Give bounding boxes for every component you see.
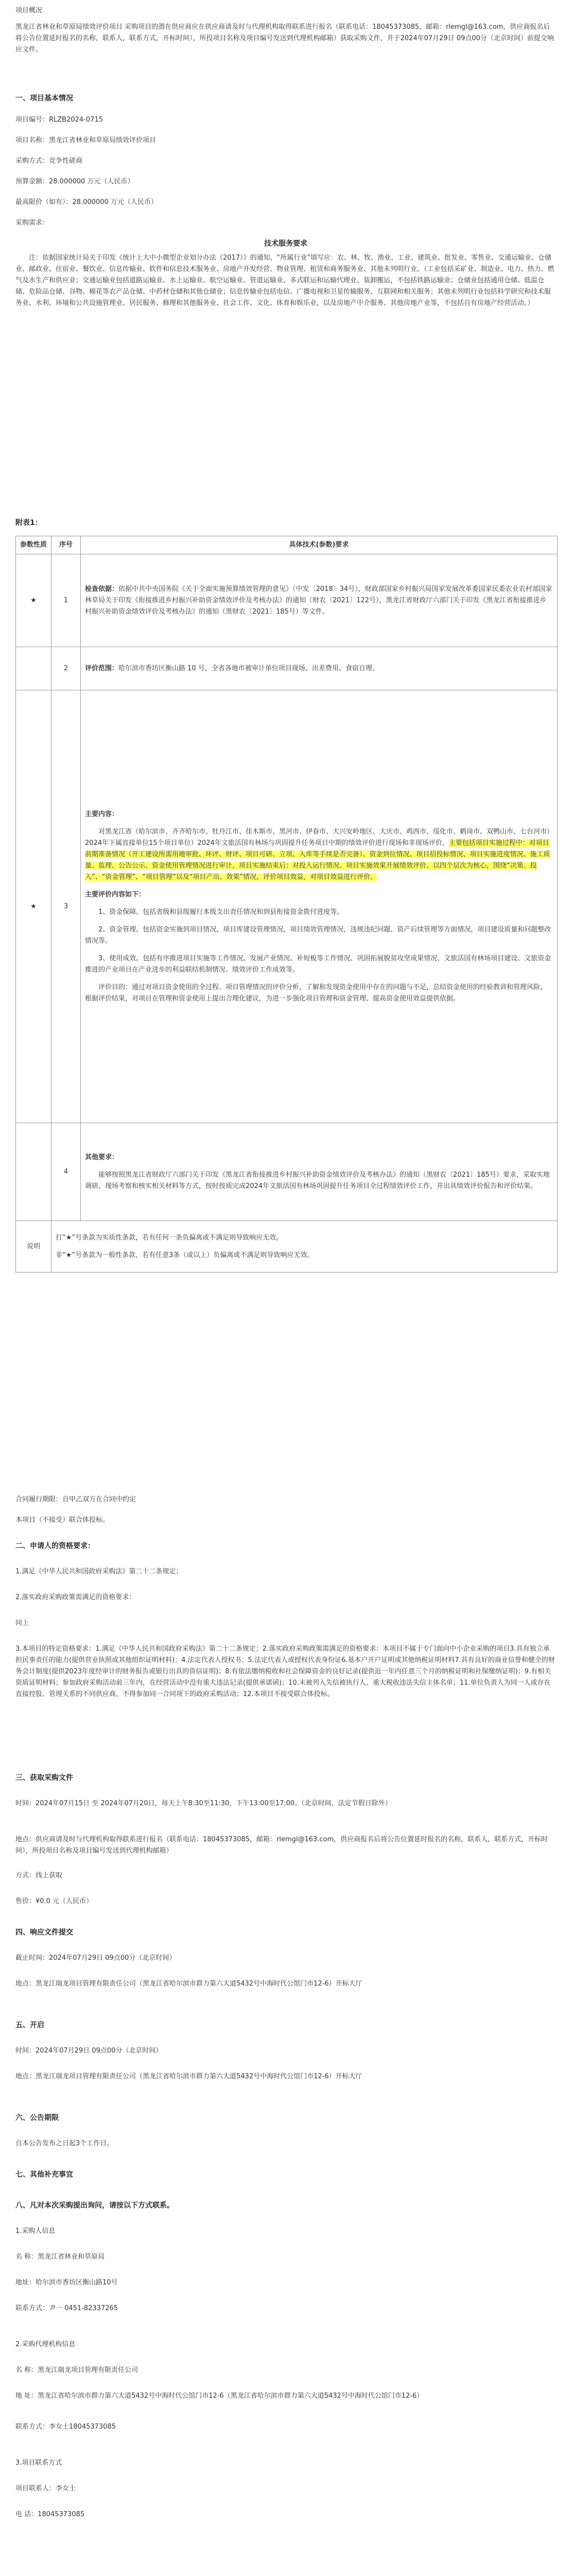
requirement-cell [81,1123,558,1221]
table-note-row [16,1221,558,1273]
section2-heading: 二、申请人的资格要求： [15,1542,95,1550]
requirement-text: 能够按照黑龙江省财政厅六部门关于印发《黑龙江省衔接推进乡村振兴补助资金绩效评价及考核办法》的通知（黑财农〔2021〕185号）要求，采取实地调研、现场考察和核实相关材料等方式，按时按质完成2024年文旅活国有林场巩固提升任务项目全过程绩效评价工作，并出具绩效评价报告和评价结果。 [85,1171,550,1190]
requirement-label: 评价范围： [85,664,119,672]
section3-heading: 三、获取采购文件 [15,1774,73,1782]
requirement-text: 哈尔滨市香坊区衡山路 10 号，全省各地市被审计单位项目现场、出差费用、食宿自理。 [118,664,379,672]
sub-heading: 主要评价内容如下： [85,890,146,899]
content-item-management: 2、资金管理。包括资金实施到项目情况，项目库建设管理情况，项目绩效管理情况，违规违纪问题、资产后续管理等方面情况，项目建设质量和问题整改情况等。 [85,925,551,945]
agent-address: 地 址：黑龙江省哈尔滨市群力第六大道5432号中海时代公馆门市12-6（黑龙江省哈尔滨市群力第六大道5432号中海时代公馆门市12-6） [15,2392,424,2400]
requirement-cell [81,554,558,647]
table-row [16,647,558,690]
content-item-funding: 1、资金保障。包括省级和县级履行本级支出责任情况和到县衔接资金拨付进度等。 [98,908,344,916]
content-paragraph [85,826,553,883]
header-cell-no: 序号 [51,536,81,554]
buyer-address: 地址：哈尔滨市香坊区衡山路10号 [15,2279,118,2286]
requirement-cell [81,647,558,690]
requirement-text: 依据中共中央国务院《关于全面实施预算绩效管理的意见》（中发〔2018〕34号），财政部国家乡村振兴局国家发展改革委国家民委农业农村部国家林草局关于印发《衔接推进乡村振兴补助资金绩效评价及考核办法》的通知（财农〔2021〕122号），黑龙江省财政厅六部门关于印发《黑龙江省衔接推进乡村振兴补助资金绩效评价及考核办法》的通知（黑财农〔2021〕185号）等文件。 [85,585,552,616]
acquire-method: 方式：线上获取 [15,1872,63,1879]
content-text: 对黑龙江省（哈尔滨市、齐齐哈尔市、牡丹江市、佳木斯市、黑河市、伊春市、大兴安岭地区、大庆市、鸡西市、绥化市、鹤岗市、双鸭山市、七台河市）2024年下属直接单位15个项目单位）2024年文旅活国有林场与巩固提升任务项目中期的绩效评价进行现场和非现场评价， [85,827,550,847]
section6-heading: 六、公告期限 [15,2114,59,2122]
project-number: 项目编号：RLZB2024-0715 [15,116,103,124]
attachment-label: 附表1： [15,519,42,527]
acquire-place: 地点：供应商请及时与代理机构取得联系进行报名（联系电话：18045373085，邮箱：rlemgl@163.com，供应商报名后将公告位置延时报名的名称，联系人，联系方式，开标时间），所投项目名称及项目编号发送到代理机构邮箱） [15,1836,548,1855]
section8-heading: 八、凡对本次采购提出询问，请按以下方式联系。 [15,2201,174,2210]
content-item-purpose: 评价目的：通过对项目资金使用的全过程、项目管理情况的评价分析，了解和发现资金使用中存在的问题与不足，总结资金使用的经验教训和管理风险，根据评价结果，对项目在管理和资金使用上提出合理化建议，为进一步强化项目管理和资金管理、提高资金使用效益提供依据。 [85,983,547,1003]
agent-name: 名 称：黑龙江瑞龙项目管理有限责任公司 [15,2366,138,2374]
mark-cell [16,1123,51,1221]
mark-cell [16,647,51,690]
requirements-table [15,536,558,1273]
qualification-2: 2.落实政府采购政策需满足的资格要求： [15,1594,136,1601]
content-item-effectiveness: 3、使用成效。包括有序推进项目实施等工作情况、发展产业情况、补短板等工作情况、巩固拓展脱贫攻坚成果情况、文旅活国有林场项目建设、文旅资金推进的产业项目在产业进步的利益联结机制情况、绩效评价工作成效等。 [85,954,551,974]
max-price: 最高限价（如有）：28.000000 万元（人民币） [15,198,158,206]
header-cell-requirement: 具体技术(参数)要求 [81,536,558,554]
overview-title: 项目概况 [15,7,43,14]
number-cell: 2 [51,647,81,690]
tech-paragraph: 注：依据国家统计局关于印发《统计上大中小微型企业划分办法（2017）》的通知，“所属行业”填写应：农、林、牧、渔业、工业、建筑业、批发业、零售业、交通运输业、仓储业、邮政业、住宿业、餐饮业、信息传输业、软件和信息技术服务业、房地产开发经营、物业管理、租赁和商务服务业、其他未列明行业。（工业包括采矿业、制造业、电力、热力、燃气及水生产和供应业；交通运输业包括道路运输业、水上运输业、航空运输业、管道运输业、多式联运和运输代理业、装卸搬运，不包括铁路运输业；仓储业包括通用仓储、低温仓储、危险品仓储、谷物、棉花等农产品仓储、中药材仓储和其他仓储业；信息传输业包括电信、广播电视和卫星传输服务、互联网和相关服务；其他未列明行业包括科学研究和技术服务业、水利、环境和公共设施管理业、居民服务、修理和其他服务业、社会工作、文化、体育和娱乐业，以及房地产中介服务、其他房地产业等，不包括自有房地产经营活动。） [15,254,554,307]
overview-text: 黑龙江省林业和草原局绩效评价项目 采购项目的潜在供应商应在供应商请及时与代理机构取得联系进行报名（联系电话：18045373085，邮箱：rlemgl@163.com，供应商报名后将公告位置延时报名的名称，联系人，联系方式，开标时间），所投项目名称及项目编号发送到代理机构邮箱）获取采购文件，并于2024年07月29日 09点00分（北京时间）前提交响应文件。 [15,23,554,54]
requirement-label: 主要内容： [85,810,119,818]
notice-period: 自本公告发布之日起3个工作日。 [15,2140,114,2147]
number-cell: 3 [51,690,81,1123]
buyer-contact: 联系方式：尹一 0451-82337265 [15,2304,118,2312]
table-header-row [16,536,558,554]
project-name: 项目名称：黑龙江省林业和草原局绩效评价项目 [15,137,157,144]
project-contact-person: 项目联系人：李女士 [15,2485,76,2493]
consortium-note: 本项目（不接受）联合体投标。 [15,1516,110,1524]
requirement-cell [81,690,558,1123]
opening-time: 时间：2024年07月29日 09点00分（北京时间） [15,2047,163,2055]
requirement-label: 其他要求： [85,1153,119,1161]
project-contact-label: 3.项目联系方式 [15,2459,62,2467]
acquire-price: 售价：¥0.0 元（人民币） [15,1897,93,1905]
table-row [16,690,558,1123]
note-star: 打“★”号条款为实质性条款，若有任何一条负偏离或不满足则导致响应无效。 [56,1233,283,1242]
qualification-2-value: 同上 [15,1619,29,1627]
tech-title: 技术服务要求 [264,240,307,248]
contract-period: 合同履行期限：自甲乙双方在合同中约定 [15,1496,136,1503]
procurement-method: 采购方式：竞争性磋商 [15,157,83,165]
mark-cell: ★ [16,690,51,1123]
agent-contact: 联系方式：李女士18045373085 [15,2423,116,2431]
section7-heading: 七、其他补充事宜 [15,2171,73,2179]
number-cell: 1 [51,554,81,647]
requirements-label: 采购需求： [15,219,49,227]
highlighted-text: 主要包括项目实施过程中：对项目前期准备情况（开工建设所需用地审批、环评、财评、项目可研、立项、入库等手续是否完备）、资金到位情况、项目招投标情况、项目实施进度情况、施工质量、监理、公告公示、资金使用管理情况进行审计，项目实施结束后：对投入运行情况、项目实施效果开展绩效评价。以四个层次为核心，围绕“决策、投入”、“资金管理”、“项目管理”以及“项目产出、效果”情况，评价项目效益，对项目效益进行评价。 [85,839,550,881]
project-contact-phone: 电 话：18045373085 [15,2511,85,2518]
mark-cell: ★ [16,554,51,647]
note-label: 说明 [16,1221,51,1273]
submit-place: 地点：黑龙江瑞龙项目管理有限责任公司（黑龙江省哈尔滨市群力第六大道5432号中海时代公馆门市12-6）开标大厅 [15,1980,362,1988]
submit-deadline: 截止时间：2024年07月29日 09点00分（北京时间） [15,1954,176,1962]
table-row [16,554,558,647]
requirement-label: 检查依据： [85,585,119,593]
budget-amount: 预算金额：28.000000 万元（人民币） [15,178,134,185]
section4-heading: 四、响应文件提交 [15,1928,73,1937]
opening-place: 地点：黑龙江瑞龙项目管理有限责任公司（黑龙江省哈尔滨市群力第六大道5432号中海时代公馆门市12-6）开标大厅 [15,2073,362,2080]
section5-heading: 五、开启 [15,2021,44,2029]
agent-label: 2.采购代理机构信息 [15,2341,76,2348]
acquire-time: 时间：2024年07月15日 至 2024年07月20日，每天上午8:30至11:30，下午13:00至17:00。（北京时间，法定节假日除外） [15,1800,392,1807]
qualification-3: 3.本项目的特定资格要求：1.满足《中华人民共和国政府采购法》第二十二条规定；2.落实政府采购政策需满足的资格要求：本项目不属于专门面向中小企业采购的项目3.具有独立承担民事责任的能力(提供营业执照或其他组织证明材料)；4.法定代表人授权书；5.法定代表人或授权代表身份证6.基本户开户证明或其他纳税证明材料7.具有良好的商业信誉和健全的财务会计制度(提供2023年度经审计的财务报告或银行出具的资信证明)；8.有依法缴纳税收和社会保障资金的良好记录(提供近一年内任意三个月的纳税证明和社保缴纳证明)；9.有相关资质证明材料；参加政府采购活动前三年内，在经营活动中没有重大违法记录(提供承诺函)；10.未被列入失信被执行人、重大税收违法失信主体名单；11.单位负责人为同一人或存在直接控股、管理关系的不同供应商，不得参加同一合同项下的政府采购活动；12.本项目不接受联合体投标。 [15,1645,555,1698]
table-row [16,1123,558,1221]
qualification-1: 1.满足《中华人民共和国政府采购法》第二十二条规定； [15,1568,183,1575]
header-cell-type: 参数性质 [16,536,51,554]
note-cell [51,1221,558,1273]
buyer-name: 名 称：黑龙江省林业和草原局 [15,2253,105,2261]
section1-heading: 一、项目基本情况 [15,94,73,103]
buyer-label: 1.采购人信息 [15,2227,56,2235]
note-general: 非“★”号条款为一般性条款，若有任意3条（或以上）负偏离或不满足则导致响应无效。 [56,1251,314,1259]
number-cell: 4 [51,1123,81,1221]
